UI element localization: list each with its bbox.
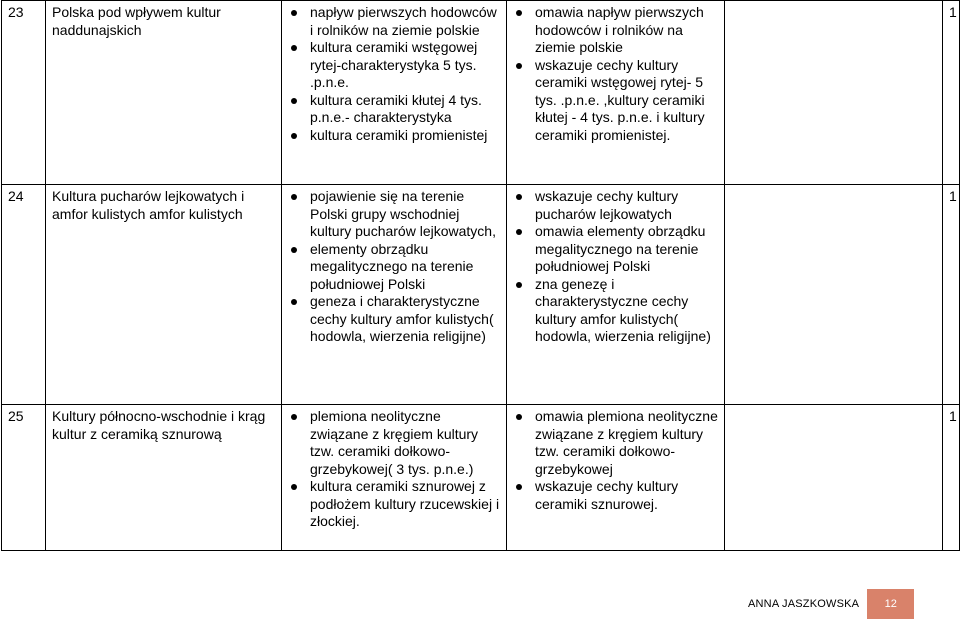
lesson-requirements: [507, 1, 725, 185]
lesson-row: [2, 405, 960, 551]
empty-cell: [725, 1, 943, 185]
page-footer: [748, 589, 914, 619]
content-item: kultura ceramiki promienistej: [288, 127, 500, 145]
lesson-number: 24: [2, 185, 46, 405]
lesson-requirements: [507, 405, 725, 551]
lesson-topic: Kultura pucharów lejkowatych i amfor kulistych amfor kulistych: [46, 185, 282, 405]
requirement-item: wskazuje cechy kultury pucharów lejkowatych: [513, 188, 718, 223]
lesson-content: [282, 185, 507, 405]
lesson-hours: 1: [943, 185, 960, 405]
lesson-requirements: [507, 185, 725, 405]
requirement-item: wskazuje cechy kultury ceramiki wstęgowej rytej- 5 tys. .p.n.e. ,kultury ceramiki kłutej - 4 tys. p.n.e. i kultury ceramiki promienistej.: [513, 57, 718, 145]
content-item: kultura ceramiki wstęgowej rytej-charakterystyka 5 tys. .p.n.e.: [288, 39, 500, 92]
content-item: kultura ceramiki kłutej 4 tys. p.n.e.- charakterystyka: [288, 92, 500, 127]
content-item: elementy obrządku megalitycznego na terenie południowej Polski: [288, 241, 500, 294]
lesson-row: [2, 185, 960, 405]
page-number-box: [867, 589, 914, 619]
content-item: pojawienie się na terenie Polski grupy wschodniej kultury pucharów lejkowatych,: [288, 188, 500, 241]
requirement-item: zna genezę i charakterystyczne cechy kultury amfor kulistych( hodowla, wierzenia religijne): [513, 276, 718, 346]
content-item: napływ pierwszych hodowców i rolników na ziemie polskie: [288, 4, 500, 39]
author-name: ANNA JASZKOWSKA: [748, 598, 860, 610]
lesson-hours: 1: [943, 1, 960, 185]
lesson-number: 25: [2, 405, 46, 551]
lesson-topic: Polska pod wpływem kultur naddunajskich: [46, 1, 282, 185]
lesson-number: 23: [2, 1, 46, 185]
content-item: kultura ceramiki sznurowej z podłożem kultury rzucewskiej i złockiej.: [288, 478, 500, 531]
page-number: 12: [884, 598, 897, 610]
lesson-row: [2, 1, 960, 185]
empty-cell: [725, 185, 943, 405]
lesson-content: [282, 1, 507, 185]
lesson-hours: 1: [943, 405, 960, 551]
requirement-item: omawia napływ pierwszych hodowców i rolników na ziemie polskie: [513, 4, 718, 57]
content-item: geneza i charakterystyczne cechy kultury amfor kulistych( hodowla, wierzenia religijne): [288, 293, 500, 346]
curriculum-table: [1, 0, 960, 551]
content-item: plemiona neolityczne związane z kręgiem kultury tzw. ceramiki dołkowo-grzebykowej( 3 tys. p.n.e.): [288, 408, 500, 478]
requirement-item: omawia elementy obrządku megalitycznego na terenie południowej Polski: [513, 223, 718, 276]
lesson-content: [282, 405, 507, 551]
lesson-topic: Kultury północno-wschodnie i krąg kultur z ceramiką sznurową: [46, 405, 282, 551]
requirement-item: wskazuje cechy kultury ceramiki sznurowej.: [513, 478, 718, 513]
requirement-item: omawia plemiona neolityczne związane z kręgiem kultury tzw. ceramiki dołkowo-grzebykowej: [513, 408, 718, 478]
empty-cell: [725, 405, 943, 551]
